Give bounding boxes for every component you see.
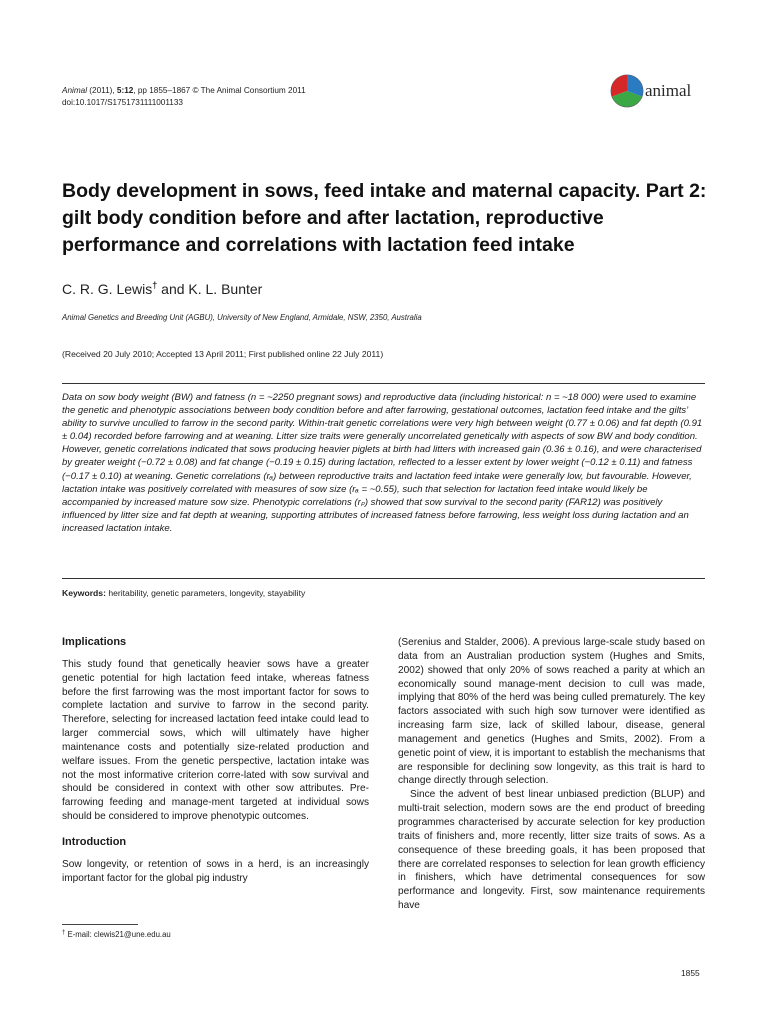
author-bunter: and K. L. Bunter [157, 281, 263, 297]
logo-circle-icon [610, 74, 644, 108]
page-number: 1855 [681, 968, 700, 978]
intro-paragraph-1: (Serenius and Stalder, 2006). A previous large-scale study based on data from an Australian production system (Hughes and Smits, 2002) showed that only 20% of sows reached a parity at which an economically sound manage-ment decision to cull was made, implying that 80% of the herd was being culled prematurely. The key factors associated with such high sow turnover were identified as increasing farm size, lack of skilled labour, disease, general management and genetics (Hughes and Smits, 2002). From a genetic point of view, it is important to establish the mechanisms that are responsible for declining sow longevity, as this trait is hard to change directly through selection. [398, 637, 705, 787]
citation-line [62, 85, 306, 97]
volume-issue: 5:12 [116, 86, 134, 95]
logo-text: animal [645, 81, 692, 100]
left-column [62, 636, 369, 886]
introduction-heading: Introduction [62, 835, 127, 848]
affiliation: Animal Genetics and Breeding Unit (AGBU), University of New England, Armidale, NSW, 2350, Australia [62, 313, 422, 322]
right-column [398, 636, 705, 913]
article-title: Body development in sows, feed intake and maternal capacity. Part 2: gilt body condition before and after lactation, reproductive performance and correlations with lactation feed intake [62, 180, 707, 256]
keywords [62, 588, 305, 598]
pages-copyright: , pp 1855–1867 © The Animal Consortium 2011 [133, 86, 306, 95]
author-footnote-mark[interactable]: † [152, 280, 158, 290]
keywords-list: heritability, genetic parameters, longevity, stayability [105, 588, 306, 598]
journal-name: Animal [62, 86, 88, 95]
author-lewis: C. R. G. Lewis [62, 281, 153, 297]
footnote [62, 930, 171, 939]
abstract: Data on sow body weight (BW) and fatness (n = ~2250 pregnant sows) and reproductive data (including historical: n = ~18 000) were used to examine the genetic and phenotypic associations between body condition before and after farrowing, gestational outcomes, lactation feed intake and the gilts’ ability to survive unculled to farrow in the second parity. Within-trait genetic correlations were very high between weight (0.77 ± 0.06) and fat depth (0.91 ± 0.04) recorded before farrowing and at weaning. Litter size traits were generally uncorrelated genetically with aspects of sow BW and body condition. However, genetic correlations indicated that sows producing heavier piglets at birth had litters with increased gain (0.36 ± 0.16), and were characterised by greater weight (−0.72 ± 0.08) and fat change (−0.19 ± 0.15) during lactation, reflected to a lesser extent by lower weight (−0.12 ± 0.11) and fatness (−0.17 ± 0.10) at weaning. Genetic correlations (rₐ) between reproductive traits and lactation feed intake were generally low, but favourable. However, lactation intake was positively correlated with measures of sow size (rₐ = ~0.55), such that selection for lactation feed intake would likely be accompanied by increased mature sow size. Phenotypic correlations (rₚ) showed that sow survival to the second parity (FAR12) was positively influenced by litter size and fat depth at weaning, supporting attributes of increased fatness before farrowing, less weight loss during lactation and an increased lactation intake. [62, 392, 703, 534]
introduction-text: Sow longevity, or retention of sows in a herd, is an increasingly important factor for the global pig industry [62, 858, 369, 884]
journal-logo[interactable] [610, 74, 710, 110]
footnote-mark: † [62, 930, 66, 936]
footnote-email[interactable]: E-mail: clewis21@une.edu.au [65, 930, 171, 939]
abstract-top-rule [62, 383, 705, 384]
doi[interactable]: doi:10.1017/S1751731111001133 [62, 98, 183, 107]
journal-year: (2011), [87, 86, 117, 95]
authors [62, 280, 262, 297]
implications-heading: Implications [62, 636, 127, 648]
abstract-bottom-rule [62, 578, 705, 579]
received-dates: (Received 20 July 2010; Accepted 13 April 2011; First published online 22 July 2011) [62, 349, 384, 359]
journal-reference [62, 85, 306, 109]
intro-paragraph-2: Since the advent of best linear unbiased prediction (BLUP) and multi-trait selection, modern sows are the end product of breeding programmes characterised by accurate selection for key production traits of finishers and, more recently, litter size traits of sows. As a consequence of these breeding goals, it has been proposed that there are correlated responses to selection for lean growth efficiency in finishers, which have detrimental consequences for sow performance and longevity. First, sow maintenance requirements have [398, 789, 705, 912]
keywords-label: Keywords: [62, 588, 106, 598]
implications-text: This study found that genetically heavier sows have a greater genetic potential for high lactation feed intake, whereas fatness before the first farrowing was the most important factor for sows to complete lactation and survive to farrow in the second parity. Therefore, selecting for increased lactation feed intake could lead to larger commercial sows, which will ultimately have higher maintenance costs and potentially size-related production and welfare issues. From the genetic perspective, lactation intake was not the most informative criterion corre-lated with sow survival and should be considered in context with other sow attributes. Pre-farrowing feeding and manage-ment targeted at individual sows should be considered to improve phenotypic outcomes. [62, 658, 369, 823]
footnote-rule [62, 924, 138, 925]
